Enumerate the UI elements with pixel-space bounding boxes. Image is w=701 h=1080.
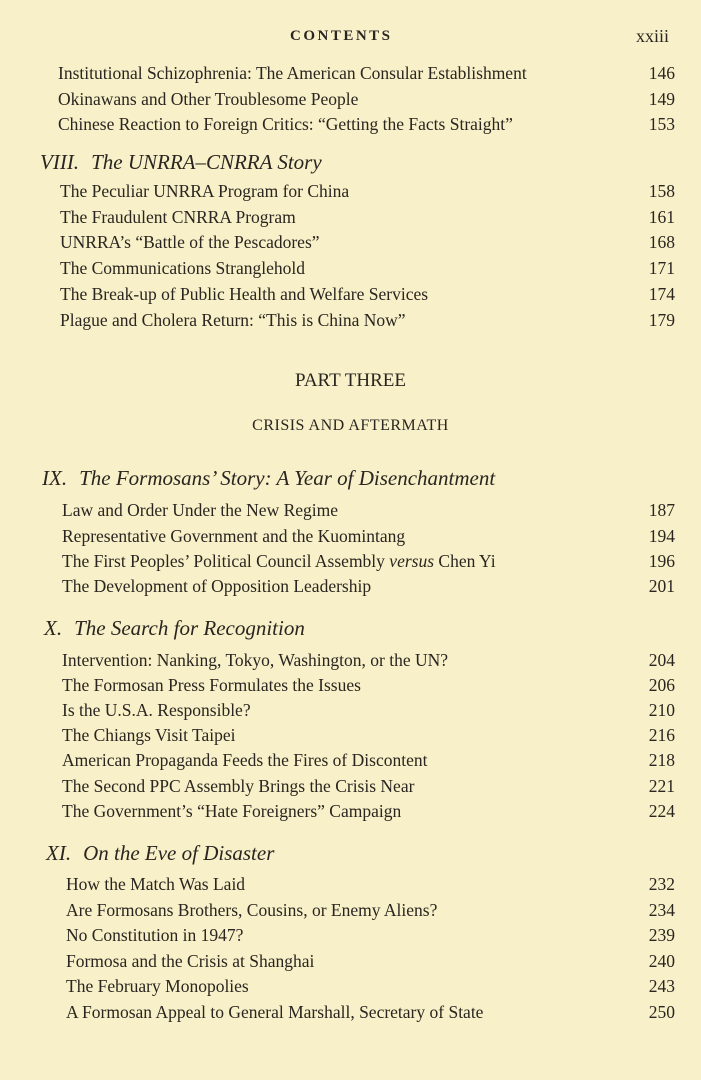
toc-entry xyxy=(66,872,675,896)
entry-page-number: 243 xyxy=(648,976,675,996)
entry-title-text: Law and Order Under the New Regime xyxy=(62,500,339,520)
entry-page-number: 171 xyxy=(648,258,675,278)
entry-page-number: 168 xyxy=(648,232,675,252)
toc-entry xyxy=(58,61,675,85)
entry-page-number: 204 xyxy=(648,650,675,670)
toc-entry xyxy=(60,256,675,280)
entry-title-text: The Government’s “Hate Foreigners” Campaign xyxy=(62,801,402,821)
entry-page-number: 206 xyxy=(648,675,675,695)
entry-title-text: The Fraudulent CNRRA Program xyxy=(60,207,296,227)
entry-title-text: The Formosan Press Formulates the Issues xyxy=(62,675,361,695)
chapter-title: The Search for Recognition xyxy=(74,616,305,640)
entry-title-text: Representative Government and the Kuomintang xyxy=(62,526,406,546)
page-number: xxiii xyxy=(635,26,669,46)
entry-title xyxy=(58,112,513,136)
entry-title xyxy=(66,949,314,973)
entry-title xyxy=(62,549,496,573)
entry-title xyxy=(58,87,358,111)
entry-page-number: 146 xyxy=(648,63,675,83)
entry-title xyxy=(62,698,251,722)
entry-title-text: Formosa and the Crisis at Shanghai xyxy=(66,951,315,971)
entry-title-text: The Break-up of Public Health and Welfare Services xyxy=(60,284,429,304)
toc-entry xyxy=(62,774,675,798)
entry-page-number: 221 xyxy=(648,776,675,796)
chapter-heading xyxy=(46,841,274,866)
toc-entry xyxy=(66,1000,675,1024)
entry-page-number: 158 xyxy=(648,181,675,201)
toc-entry xyxy=(58,87,675,111)
entry-title xyxy=(66,974,249,998)
entry-page-number: 196 xyxy=(648,551,675,571)
entry-title xyxy=(62,498,338,522)
entry-title-text: Is the U.S.A. Responsible? xyxy=(62,700,251,720)
entry-title-text: The Peculiar UNRRA Program for China xyxy=(60,181,350,201)
entry-title xyxy=(60,308,406,332)
entry-page-number: 210 xyxy=(648,700,675,720)
entry-page-number: 153 xyxy=(648,114,675,134)
toc-entry xyxy=(62,648,675,672)
entry-title-text: American Propaganda Feeds the Fires of Discontent xyxy=(62,750,428,770)
chapter-title: On the Eve of Disaster xyxy=(83,841,275,865)
chapter-number: VIII. xyxy=(40,150,80,174)
toc-entry xyxy=(62,748,675,772)
entry-title xyxy=(60,230,320,254)
entry-title xyxy=(62,648,448,672)
entry-page-number: 224 xyxy=(648,801,675,821)
entry-title-text: Are Formosans Brothers, Cousins, or Enemy Aliens? xyxy=(66,900,438,920)
entry-page-number: 240 xyxy=(648,951,675,971)
entry-page-number: 234 xyxy=(648,900,675,920)
entry-page-number: 149 xyxy=(648,89,675,109)
entry-page-number: 187 xyxy=(648,500,675,520)
entry-title-text: A Formosan Appeal to General Marshall, Secretary of State xyxy=(66,1002,484,1022)
toc-entry xyxy=(66,974,675,998)
toc-entry xyxy=(66,923,675,947)
toc-entry xyxy=(62,574,675,598)
entry-page-number: 194 xyxy=(648,526,675,546)
chapter-number: XI. xyxy=(46,841,72,865)
entry-title-text: The Second PPC Assembly Brings the Crisis Near xyxy=(62,776,415,796)
entry-title-text: Okinawans and Other Troublesome People xyxy=(58,89,359,109)
entry-title-text: No Constitution in 1947? xyxy=(66,925,244,945)
entry-page-number: 239 xyxy=(648,925,675,945)
entry-title xyxy=(66,872,245,896)
entry-title xyxy=(66,1000,483,1024)
entry-title-text: The First Peoples’ Political Council Assembly xyxy=(62,551,390,571)
toc-entry xyxy=(62,723,675,747)
chapter-title: The UNRRA–CNRRA Story xyxy=(91,150,322,174)
entry-title xyxy=(62,799,401,823)
entry-title-text: Intervention: Nanking, Tokyo, Washington, or the UN? xyxy=(62,650,449,670)
toc-entry xyxy=(62,673,675,697)
entry-title xyxy=(62,723,236,747)
toc-entry xyxy=(60,205,675,229)
toc-entry xyxy=(66,898,675,922)
entry-page-number: 232 xyxy=(648,874,675,894)
entry-page-number: 161 xyxy=(648,207,675,227)
entry-title xyxy=(62,774,414,798)
entry-title-text: The February Monopolies xyxy=(66,976,249,996)
entry-title-text: UNRRA’s “Battle of the Pescadores” xyxy=(60,232,320,252)
chapter-heading xyxy=(40,150,322,175)
entry-title-italic: versus xyxy=(389,551,435,571)
toc-entry xyxy=(62,799,675,823)
chapter-heading xyxy=(42,466,495,491)
entry-title xyxy=(62,748,427,772)
toc-entry xyxy=(58,112,675,136)
entry-page-number: 174 xyxy=(648,284,675,304)
entry-title xyxy=(60,282,428,306)
entry-title-text: Plague and Cholera Return: “This is China Now” xyxy=(60,310,406,330)
chapter-title: The Formosans’ Story: A Year of Disenchantment xyxy=(79,466,496,490)
toc-entry xyxy=(62,549,675,573)
toc-entry xyxy=(62,498,675,522)
entry-title-text: The Development of Opposition Leadership xyxy=(62,576,372,596)
entry-title xyxy=(62,524,405,548)
entry-title xyxy=(66,923,243,947)
toc-entry xyxy=(60,282,675,306)
toc-entry xyxy=(60,308,675,332)
entry-page-number: 218 xyxy=(648,750,675,770)
entry-page-number: 179 xyxy=(648,310,675,330)
toc-entry xyxy=(66,949,675,973)
entry-title xyxy=(58,61,527,85)
entry-title-text: Institutional Schizophrenia: The American Consular Establishment xyxy=(58,63,527,83)
entry-title xyxy=(66,898,437,922)
running-header xyxy=(0,26,701,50)
chapter-number: X. xyxy=(44,616,63,640)
entry-title-text: The Chiangs Visit Taipei xyxy=(62,725,236,745)
toc-entry xyxy=(60,179,675,203)
toc-entry xyxy=(62,698,675,722)
part-title: PART THREE xyxy=(295,370,406,391)
entry-title xyxy=(62,574,371,598)
entry-page-number: 216 xyxy=(648,725,675,745)
entry-page-number: 201 xyxy=(648,576,675,596)
entry-title xyxy=(60,179,349,203)
entry-title-text-after: Chen Yi xyxy=(434,551,496,571)
chapter-number: IX. xyxy=(42,466,68,490)
entry-title-text: Chinese Reaction to Foreign Critics: “Getting the Facts Straight” xyxy=(58,114,513,134)
entry-title-text: The Communications Stranglehold xyxy=(60,258,305,278)
entry-title-text: How the Match Was Laid xyxy=(66,874,246,894)
running-title: CONTENTS xyxy=(290,28,393,44)
chapter-heading xyxy=(44,616,305,641)
part-subtitle: CRISIS AND AFTERMATH xyxy=(252,417,449,434)
entry-title xyxy=(62,673,361,697)
entry-page-number: 250 xyxy=(648,1002,675,1022)
entry-title xyxy=(60,256,305,280)
toc-entry xyxy=(62,524,675,548)
entry-title xyxy=(60,205,296,229)
toc-entry xyxy=(60,230,675,254)
